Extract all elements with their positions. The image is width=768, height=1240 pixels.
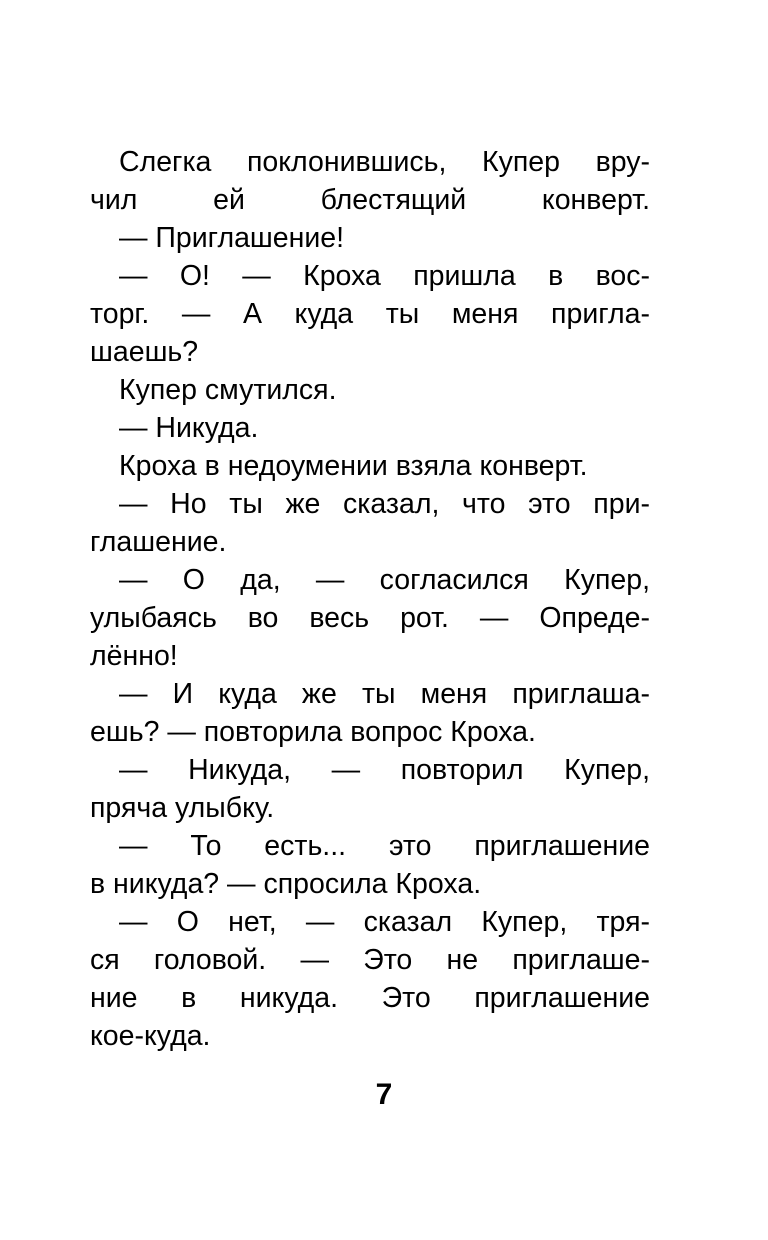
text-line: шаешь? [90,336,199,368]
text-line: торг. — А куда ты меня пригла- [90,298,650,330]
text-line: ешь? — повторила вопрос Кроха. [90,716,536,748]
text-line: — И куда же ты меня приглаша- [119,678,650,710]
text-line: лённо! [90,640,178,672]
text-line: — Никуда, — повторил Купер, [119,754,650,786]
text-line: — О! — Кроха пришла в вос- [119,260,650,292]
text-line: — Приглашение! [119,222,345,254]
text-line: в никуда? — спросила Кроха. [90,868,482,900]
text-line: — Но ты же сказал, что это при- [119,488,650,520]
text-line: улыбаясь во весь рот. — Опреде- [90,602,650,634]
text-line: Кроха в недоумении взяла конверт. [119,450,588,482]
text-line: Купер смутился. [119,374,337,406]
text-line: — О нет, — сказал Купер, тря- [119,906,650,938]
text-line: Слегка поклонившись, Купер вру- [119,146,650,178]
page-number: 7 [375,1078,393,1111]
text-line: глашение. [90,526,227,558]
text-line: чил ей блестящий конверт. [90,184,650,216]
text-line: кое-куда. [90,1020,211,1052]
text-line: ние в никуда. Это приглашение [90,982,650,1014]
text-line: ся головой. — Это не приглаше- [90,944,650,976]
text-line: — То есть... это приглашение [119,830,650,862]
text-line: — О да, — согласился Купер, [119,564,650,596]
text-line: — Никуда. [119,412,259,444]
text-line: пряча улыбку. [90,792,275,824]
